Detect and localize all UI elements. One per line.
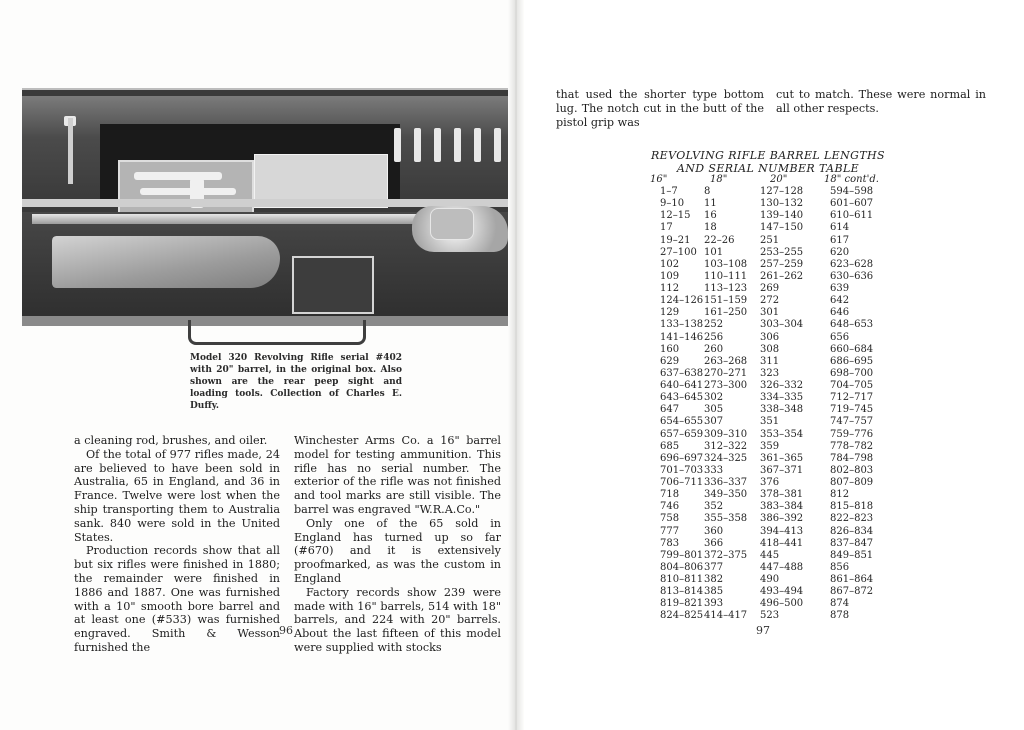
rifle-case-photo — [22, 88, 516, 326]
table-row — [642, 259, 888, 271]
table-row — [642, 465, 888, 477]
table-cell: 139–140 — [760, 210, 804, 222]
table-cell: 102 — [660, 258, 680, 270]
table-cell: 496–500 — [760, 598, 804, 610]
table-cell: 610–611 — [830, 210, 874, 222]
table-cell: 305 — [704, 404, 724, 416]
table-cell: 759–776 — [830, 428, 874, 440]
table-row — [642, 271, 888, 283]
paragraph: Of the total of 977 rifles made, 24 are believed to have been sold in Australia, 65 in England, and 36 in France. Twelve were lost when the ship transporting them to Australia sank. 840 were sold in the United States. — [74, 447, 280, 544]
table-cell: 777 — [660, 525, 680, 537]
table-cell: 490 — [760, 574, 780, 585]
table-row — [642, 295, 888, 307]
table-cell: 698–700 — [830, 367, 874, 379]
rifle-barrel — [32, 214, 448, 224]
table-cell: 660–684 — [830, 343, 874, 355]
cleaning-rod — [68, 118, 73, 184]
table-cell: 656 — [830, 331, 850, 343]
table-row — [642, 610, 888, 622]
table-cell: 308 — [760, 343, 780, 355]
table-cell: 17 — [660, 222, 673, 234]
table-cell: 393 — [704, 598, 724, 610]
table-cell: 261–262 — [760, 270, 804, 282]
paragraph: cut to match. These were normal in all other respects. — [776, 88, 986, 115]
table-row — [642, 526, 888, 538]
table-cell: 326–332 — [760, 380, 804, 391]
table-cell: 302 — [704, 392, 724, 404]
table-cell: 353–354 — [760, 428, 804, 440]
paragraph: Factory records show 239 were made with 16" barrels, 514 with 18" barrels, and 224 with 20" barrels. About the last fifteen of this model were supplied with stocks — [294, 585, 501, 654]
table-cell: 311 — [760, 355, 780, 367]
rifle-stock — [52, 236, 280, 288]
table-cell: 16 — [704, 210, 717, 222]
table-row — [642, 222, 888, 234]
table-cell: 130–132 — [760, 198, 804, 210]
table-cell: 696–697 — [660, 452, 704, 464]
table-cell: 747–757 — [830, 416, 874, 428]
table-cell: 629 — [660, 355, 680, 367]
table-cell: 263–268 — [704, 355, 748, 367]
table-cell: 252 — [704, 319, 724, 331]
table-cell: 270–271 — [704, 367, 748, 379]
table-cell: 260 — [704, 343, 724, 355]
table-cell: 783 — [660, 537, 680, 549]
table-cell: 273–300 — [704, 380, 748, 391]
table-cell: 352 — [704, 501, 724, 513]
table-cell: 646 — [830, 307, 850, 319]
table-cell: 614 — [830, 222, 850, 234]
paragraph: that used the shorter type bottom lug. The notch cut in the butt of the pistol grip was — [556, 88, 764, 129]
table-cell: 272 — [760, 295, 780, 307]
table-cell: 414–417 — [704, 610, 748, 622]
table-cell: 812 — [830, 489, 850, 501]
table-cell: 256 — [704, 331, 724, 343]
table-cell: 385 — [704, 586, 724, 598]
table-cell: 601–607 — [830, 198, 874, 210]
table-cell: 799–801 — [660, 549, 704, 561]
table-cell: 639 — [830, 283, 850, 294]
table-row — [642, 198, 888, 210]
table-cell: 686–695 — [830, 355, 874, 367]
table-cell: 367–371 — [760, 464, 804, 476]
table-cell: 269 — [760, 283, 780, 294]
table-cell: 366 — [704, 537, 724, 549]
table-cell: 822–823 — [830, 513, 874, 525]
table-cell: 112 — [660, 283, 680, 294]
revolver-cylinder — [430, 208, 474, 240]
column-header: 16" — [650, 174, 668, 185]
table-cell: 8 — [704, 186, 711, 197]
table-row — [642, 368, 888, 380]
table-cell: 719–745 — [830, 404, 874, 416]
table-cell: 160 — [660, 343, 680, 355]
table-cell: 378–381 — [760, 489, 804, 501]
table-row — [642, 574, 888, 586]
right-text-column-1 — [556, 88, 764, 130]
table-row — [642, 429, 888, 441]
table-cell: 372–375 — [704, 549, 748, 561]
table-cell: 113–123 — [704, 283, 748, 294]
table-cell: 807–809 — [830, 477, 874, 488]
table-row — [642, 562, 888, 574]
table-title: REVOLVING RIFLE BARREL LENGTHS AND SERIAL NUMBER TABLE — [650, 149, 885, 175]
table-row — [642, 404, 888, 416]
table-row — [642, 186, 888, 198]
case-lid — [22, 96, 516, 200]
table-cell: 11 — [704, 198, 717, 210]
table-body — [642, 186, 888, 623]
paragraph: a cleaning rod, brushes, and oiler. — [74, 434, 268, 447]
table-cell: 27–100 — [660, 246, 697, 258]
left-text-column-2 — [294, 434, 501, 655]
table-row — [642, 550, 888, 562]
table-cell: 637–638 — [660, 367, 704, 379]
table-row — [642, 477, 888, 489]
table-cell: 376 — [760, 477, 780, 488]
table-cell: 18 — [704, 222, 717, 234]
table-cell: 101 — [704, 246, 724, 258]
table-cell: 312–322 — [704, 440, 748, 452]
table-cell: 386–392 — [760, 513, 804, 525]
table-cell: 643–645 — [660, 392, 704, 404]
table-cell: 493–494 — [760, 586, 804, 598]
table-header-row — [642, 174, 888, 186]
table-row — [642, 356, 888, 368]
table-cell: 1–7 — [660, 186, 678, 197]
table-cell: 623–628 — [830, 258, 874, 270]
table-cell: 141–146 — [660, 331, 704, 343]
table-cell: 648–653 — [830, 319, 874, 331]
table-cell: 351 — [760, 416, 780, 428]
table-cell: 12–15 — [660, 210, 691, 222]
table-cell: 594–598 — [830, 186, 874, 197]
case-compartment — [292, 256, 374, 314]
table-cell: 784–798 — [830, 452, 874, 464]
table-cell: 9–10 — [660, 198, 685, 210]
table-cell: 861–864 — [830, 574, 874, 585]
table-cell: 338–348 — [760, 404, 804, 416]
table-cell: 110–111 — [704, 270, 748, 282]
table-cell: 867–872 — [830, 586, 874, 598]
table-cell: 824–825 — [660, 610, 704, 622]
table-cell: 382 — [704, 574, 724, 585]
table-cell: 251 — [760, 234, 780, 246]
table-row — [642, 416, 888, 428]
table-cell: 133–138 — [660, 319, 704, 331]
table-cell: 383–384 — [760, 501, 804, 513]
table-row — [642, 513, 888, 525]
table-cell: 874 — [830, 598, 850, 610]
table-cell: 377 — [704, 561, 724, 573]
paragraph: Winchester Arms Co. a 16" barrel model for testing ammunition. This rifle has no serial number. The exterior of the rifle was not finished and tool marks are still visible. The barrel was engraved "W.R.A.Co." — [294, 434, 501, 516]
table-cell: 826–834 — [830, 525, 874, 537]
table-row — [642, 453, 888, 465]
table-cell: 301 — [760, 307, 780, 319]
case-handle — [188, 320, 366, 345]
table-row — [642, 501, 888, 513]
table-cell: 257–259 — [760, 258, 804, 270]
table-cell: 819–821 — [660, 598, 704, 610]
table-cell: 810–811 — [660, 574, 704, 585]
table-row — [642, 538, 888, 550]
table-cell: 706–711 — [660, 477, 704, 488]
table-cell: 712–717 — [830, 392, 874, 404]
table-cell: 349–350 — [704, 489, 748, 501]
table-cell: 856 — [830, 561, 850, 573]
table-row — [642, 380, 888, 392]
table-cell: 630–636 — [830, 270, 874, 282]
table-cell: 361–365 — [760, 452, 804, 464]
table-cell: 253–255 — [760, 246, 804, 258]
table-cell: 878 — [830, 610, 850, 622]
table-cell: 323 — [760, 367, 780, 379]
right-text-column-2 — [776, 88, 986, 116]
photo-caption: Model 320 Revolving Rifle serial #402 with 20" barrel, in the original box. Also shown are the rear peep sight and loading tools. Collection of Charles E. Duffy. — [190, 353, 402, 411]
serial-number-table — [642, 174, 888, 623]
table-cell: 394–413 — [760, 525, 804, 537]
table-cell: 355–358 — [704, 513, 748, 525]
table-row — [642, 247, 888, 259]
table-cell: 147–150 — [760, 222, 804, 234]
table-cell: 620 — [830, 246, 850, 258]
table-cell: 685 — [660, 440, 680, 452]
page-number: 96 — [279, 624, 293, 637]
left-text-column-1 — [74, 434, 280, 655]
table-cell: 804–806 — [660, 561, 704, 573]
book-gutter — [508, 0, 524, 730]
column-header: 18" — [710, 174, 728, 185]
page-number: 97 — [756, 624, 770, 637]
table-cell: 306 — [760, 331, 780, 343]
table-cell: 815–818 — [830, 501, 874, 513]
table-cell: 22–26 — [704, 234, 735, 246]
table-cell: 849–851 — [830, 549, 874, 561]
table-cell: 334–335 — [760, 392, 804, 404]
table-row — [642, 441, 888, 453]
table-cell: 307 — [704, 416, 724, 428]
table-cell: 309–310 — [704, 428, 748, 440]
table-row — [642, 392, 888, 404]
table-cell: 657–659 — [660, 428, 704, 440]
table-row — [642, 586, 888, 598]
table-cell: 151–159 — [704, 295, 748, 307]
table-cell: 360 — [704, 525, 724, 537]
table-row — [642, 235, 888, 247]
table-cell: 333 — [704, 464, 724, 476]
table-cell: 718 — [660, 489, 680, 501]
paragraph: Only one of the 65 sold in England has turned up so far (#670) and it is extensively proofmarked, as was the custom in England — [294, 516, 501, 585]
table-row — [642, 307, 888, 319]
table-cell: 336–337 — [704, 477, 748, 488]
table-cell: 161–250 — [704, 307, 748, 319]
table-cell: 523 — [760, 610, 780, 622]
loading-tools-tray — [118, 160, 254, 218]
table-cell: 704–705 — [830, 380, 874, 391]
table-row — [642, 210, 888, 222]
table-cell: 640–641 — [660, 380, 704, 391]
table-row — [642, 283, 888, 295]
table-cell: 109 — [660, 270, 680, 282]
table-cell: 324–325 — [704, 452, 748, 464]
table-cell: 813–814 — [660, 586, 704, 598]
paragraph: Production records show that all but six rifles were finished in 1880; the remainder were finished in 1886 and 1887. One was furnished with a 10" smooth bore barrel and at least one (#533) was furnished engraved. Smith & Wesson furnished the — [74, 544, 280, 654]
table-row — [642, 598, 888, 610]
table-cell: 778–782 — [830, 440, 874, 452]
table-cell: 359 — [760, 440, 780, 452]
table-row — [642, 489, 888, 501]
table-cell: 746 — [660, 501, 680, 513]
table-cell: 701–703 — [660, 464, 704, 476]
table-row — [642, 319, 888, 331]
table-cell: 617 — [830, 234, 850, 246]
table-cell: 445 — [760, 549, 780, 561]
table-cell: 837–847 — [830, 537, 874, 549]
table-cell: 103–108 — [704, 258, 748, 270]
table-cell: 647 — [660, 404, 680, 416]
table-row — [642, 332, 888, 344]
table-cell: 19–21 — [660, 234, 691, 246]
table-cell: 758 — [660, 513, 680, 525]
column-header: 20" — [770, 174, 788, 185]
table-cell: 654–655 — [660, 416, 704, 428]
table-cell: 418–441 — [760, 537, 804, 549]
column-header: 18" cont'd. — [824, 174, 879, 185]
table-cell: 124–126 — [660, 295, 704, 307]
table-cell: 127–128 — [760, 186, 804, 197]
table-cell: 129 — [660, 307, 680, 319]
table-cell: 303–304 — [760, 319, 804, 331]
table-cell: 802–803 — [830, 464, 874, 476]
table-cell: 642 — [830, 295, 850, 307]
table-cell: 447–488 — [760, 561, 804, 573]
table-row — [642, 344, 888, 356]
